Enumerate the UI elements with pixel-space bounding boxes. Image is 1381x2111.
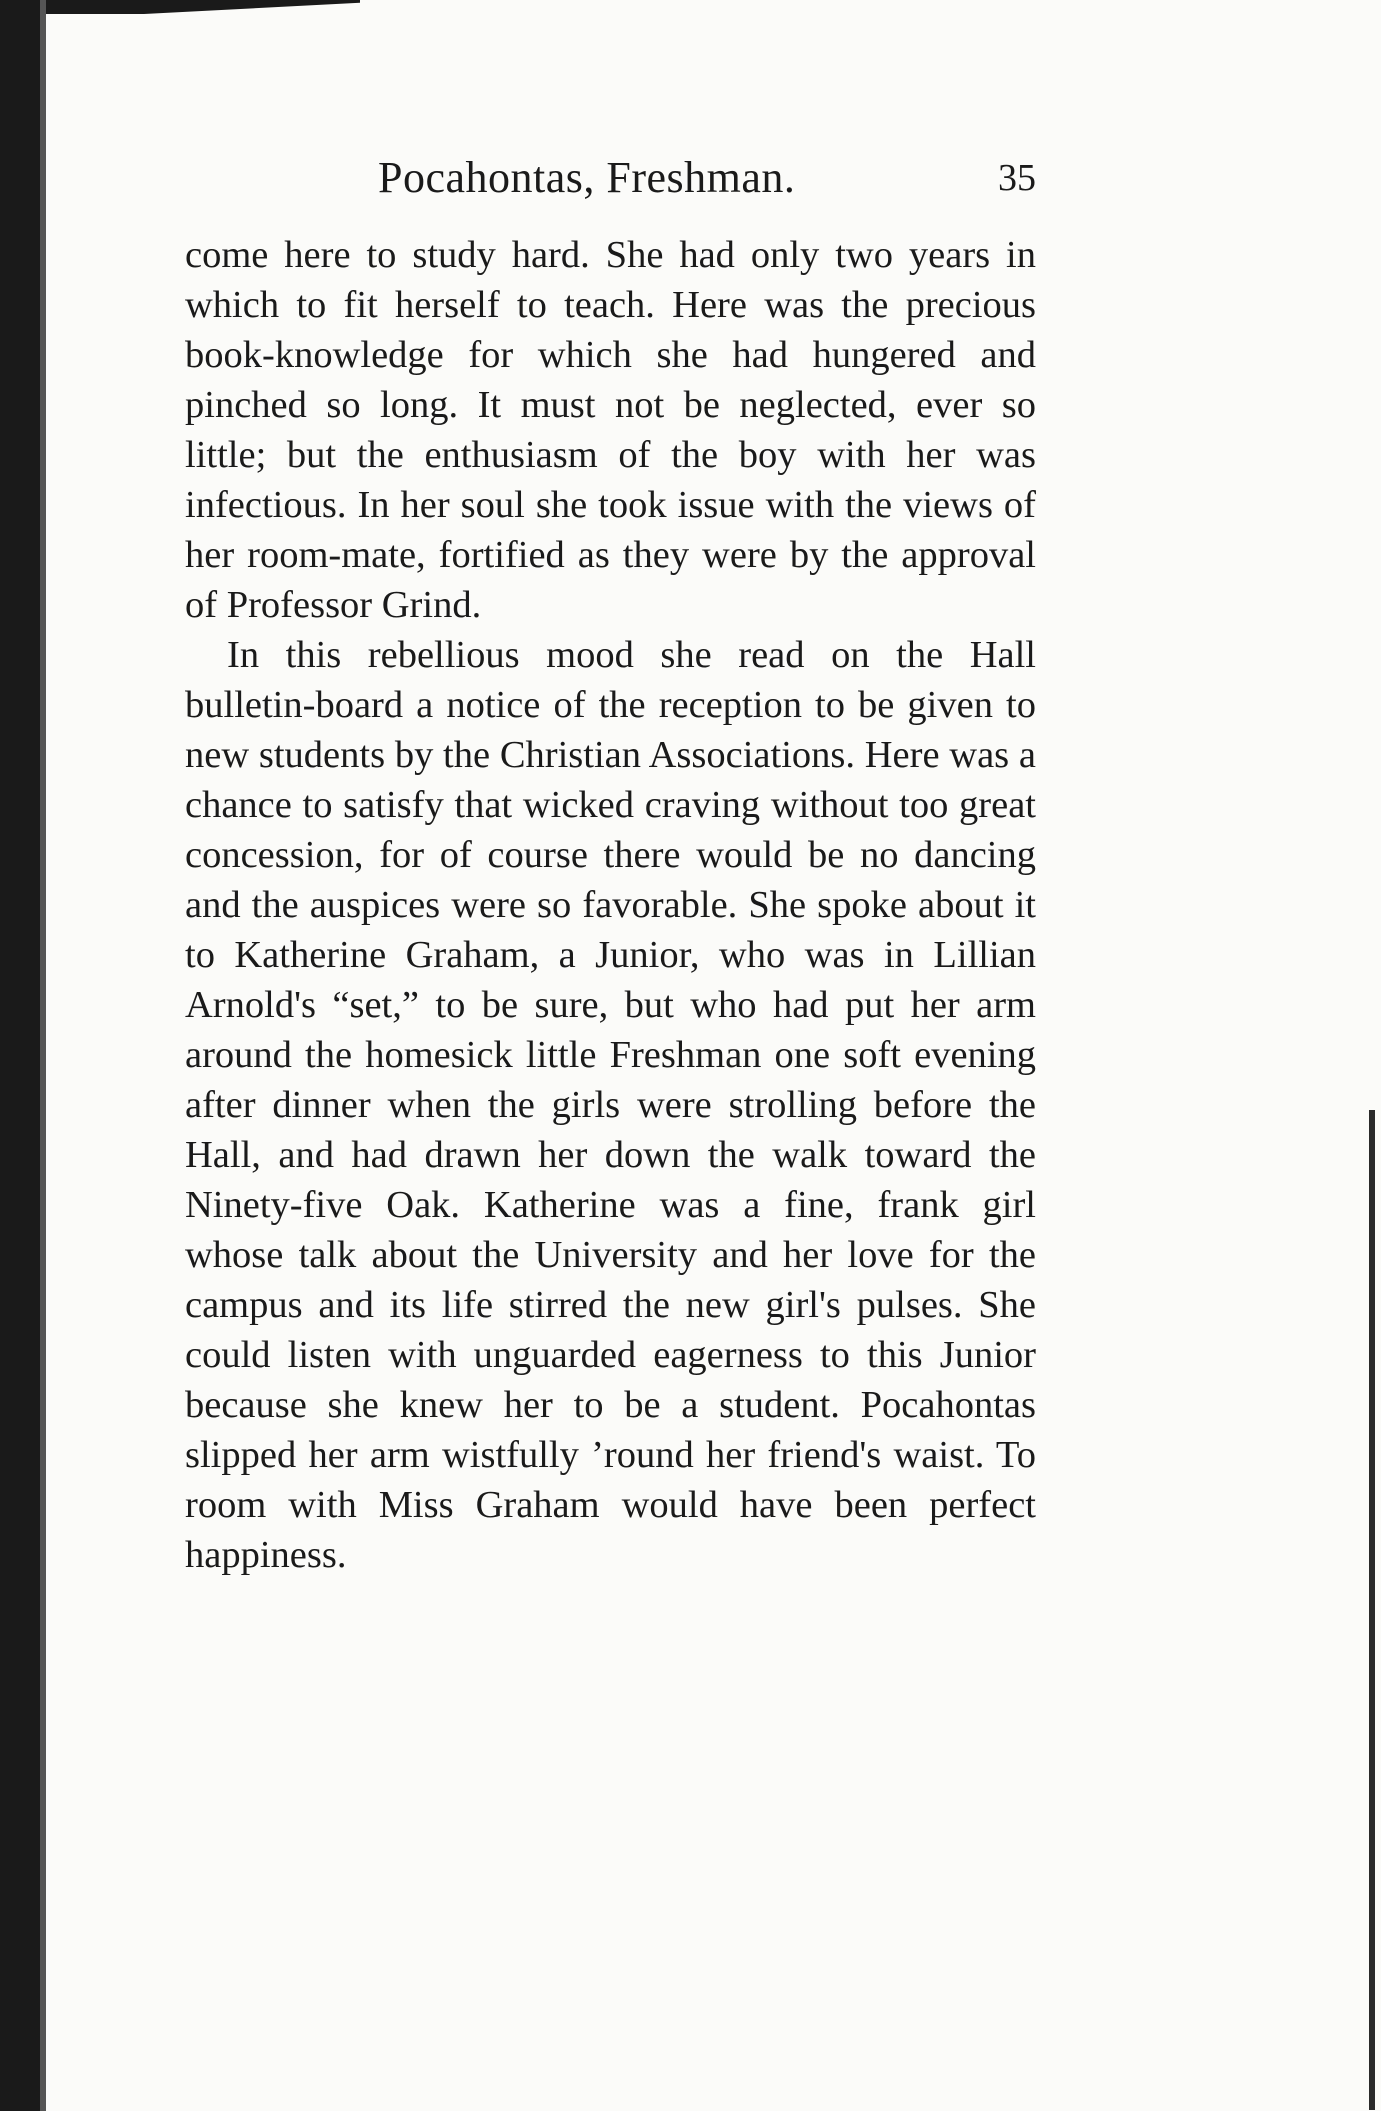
running-title: Pocahontas, Freshman. <box>378 153 796 202</box>
scan-binding-edge <box>0 0 40 2111</box>
scan-edge-top <box>0 0 360 14</box>
page-number: 35 <box>998 157 1036 199</box>
body-text <box>185 230 1036 1580</box>
running-head <box>378 152 1036 212</box>
paragraph-1: come here to study hard. She had only two years in which to fit herself to teach. Here was the precious book-knowledge for which she had hungered and pinched so long. It must not be neglected, ever so little; but the enthusiasm of the boy with her was infectious. In her soul she took issue with the views of her room-mate, fortified as they were by the approval of Professor Grind. <box>185 234 1036 626</box>
scan-binding-shadow <box>40 0 46 2111</box>
paragraph-2: In this rebellious mood she read on the Hall bulletin-board a notice of the reception to be given to new students by the Christian Associations. Here was a chance to satisfy that wicked craving without too great concession, for of course there would be no dancing and the auspices were so favorable. She spoke about it to Katherine Graham, a Junior, who was in Lillian Arnold's “set,” to be sure, but who had put her arm around the homesick little Freshman one soft evening after dinner when the girls were strolling before the Hall, and had drawn her down the walk toward the Ninety-five Oak. Katherine was a fine, frank girl whose talk about the University and her love for the campus and its life stirred the new girl's pulses. She could listen with unguarded eagerness to this Junior because she knew her to be a student. Pocahontas slipped her arm wistfully ’round her friend's waist. To room with Miss Graham would have been perfect happiness. <box>185 634 1036 1576</box>
scan-edge-right <box>1369 1110 1375 2110</box>
